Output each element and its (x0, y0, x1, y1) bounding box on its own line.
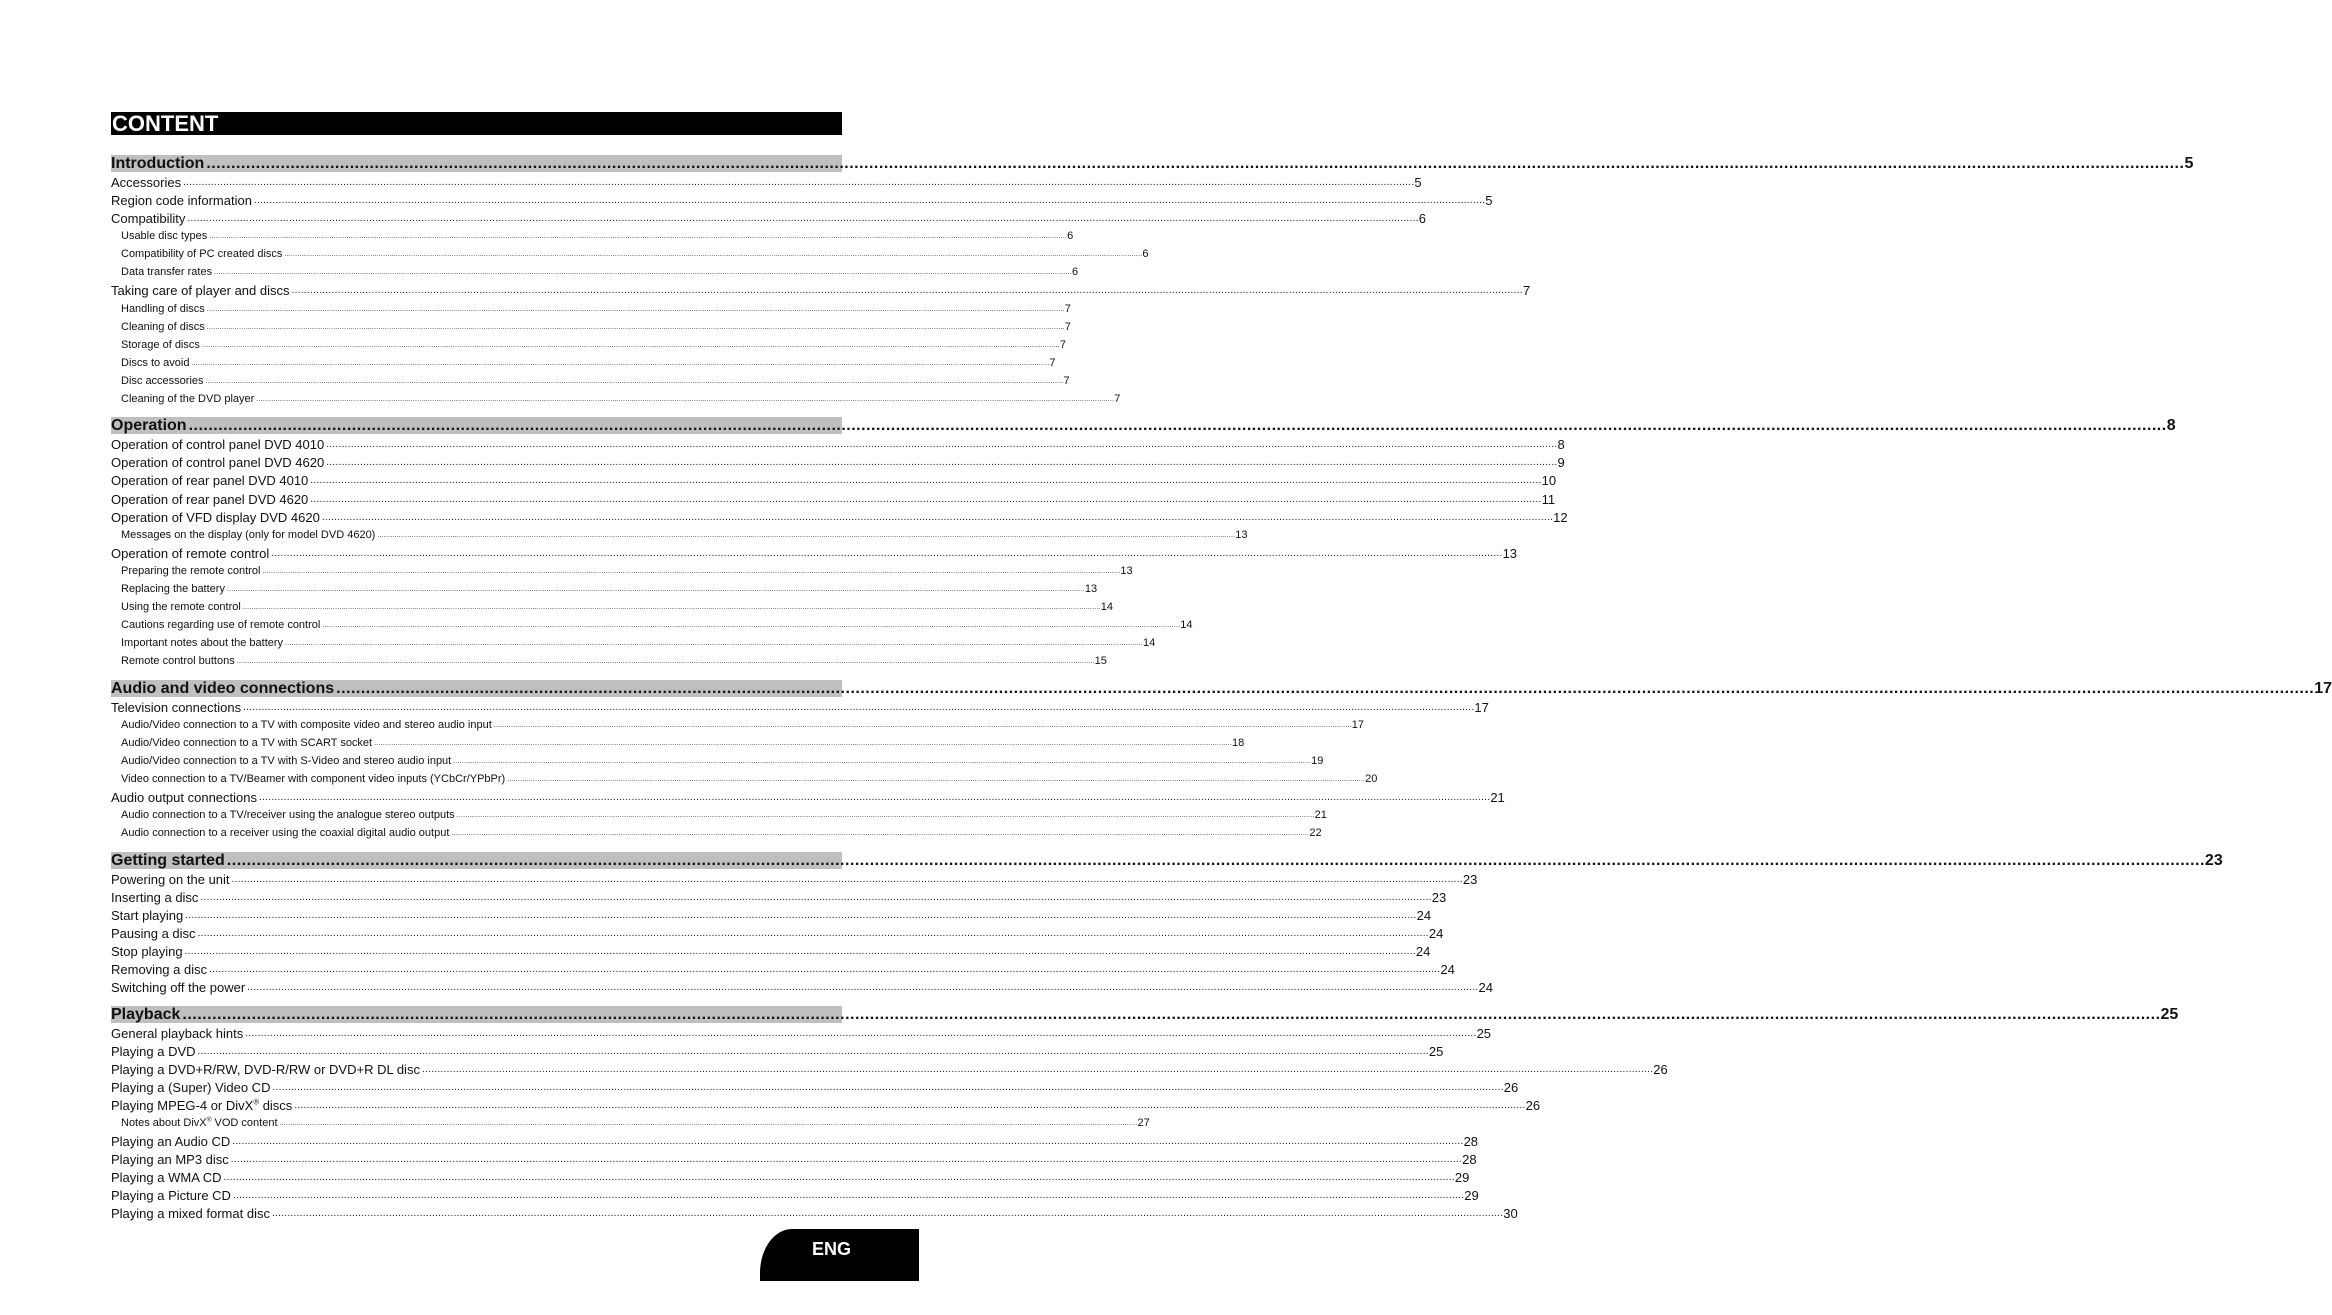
toc-entry (121, 772, 1378, 787)
toc-entry-title: Start playing (111, 908, 184, 923)
toc-entry (121, 338, 1066, 353)
toc-entry (111, 491, 1556, 508)
dot-leader: ................................................................................................................................................................................................................................................................................................................................................................................................................ (183, 177, 1415, 188)
toc-entry (111, 1133, 1479, 1150)
toc-entry (111, 1025, 1492, 1042)
dot-leader: ................................................................................................................................................................................................................................................................................................................................................................................................................ (242, 604, 1101, 611)
toc-entry (121, 302, 1071, 317)
toc-entry (111, 979, 1493, 996)
dot-leader: ................................................................................................................................................................................................................................................................................................................................................................................................................ (272, 1082, 1504, 1093)
toc-entry-title: Television connections (111, 700, 242, 715)
toc-entry-title: Audio/Video connection to a TV with S-Video and stereo audio input (121, 755, 452, 767)
dot-leader: ................................................................................................................................................................................................................................................................................................................................................................................................................ (205, 378, 1064, 385)
toc-entry-title: Operation of remote control (111, 546, 270, 561)
toc-entry-title: Audio connection to a receiver using the coaxial digital audio output (121, 827, 450, 839)
toc-entry (121, 600, 1114, 615)
toc-entry (111, 871, 1478, 888)
toc-entry-title: Stop playing (111, 944, 183, 959)
toc-entry (121, 754, 1324, 769)
toc-entry (121, 736, 1245, 751)
dot-leader: ................................................................................................................................................................................................................................................................................................................................................................................................................ (245, 1028, 1477, 1039)
toc-page-number: 13 (1502, 546, 1518, 561)
toc-entry (111, 943, 1431, 960)
toc-entry-title: Audio/Video connection to a TV with composite video and stereo audio input (121, 719, 492, 731)
dot-leader: ................................................................................................................................................................................................................................................................................................................................................................................................................ (451, 830, 1310, 837)
toc-entry-title: Playing a DVD (111, 1044, 196, 1059)
toc-entry (121, 1116, 1150, 1131)
toc-entry-title: Audio output connections (111, 790, 257, 805)
toc-entry (121, 826, 1322, 841)
dot-leader: ................................................................................................................................................................................................................................................................................................................................................................................................................ (187, 213, 1419, 224)
toc-page-number: 14 (1142, 637, 1156, 649)
toc-page-number: 8 (2166, 417, 2176, 434)
toc-entry-title: Switching off the power (111, 980, 246, 995)
toc-page-number: 17 (1474, 700, 1489, 715)
toc-page-number: 17 (1351, 719, 1364, 731)
toc-page-number: 7 (1064, 321, 1071, 333)
toc-entry-title: Playing an Audio CD (111, 1134, 231, 1149)
toc-page-number: 25 (1428, 1044, 1444, 1059)
toc-page-number: 23 (2204, 852, 2223, 869)
toc-entry-title: Playing a mixed format disc (111, 1206, 270, 1221)
toc-entry (111, 907, 1432, 924)
dot-leader: ................................................................................................................................................................................................................................................................................................................................................................................................................ (310, 494, 1542, 505)
toc-entry-title: Important notes about the battery (121, 637, 284, 649)
dot-leader: ................................................................................................................................................................................................................................................................................................................................................................................................................ (374, 740, 1233, 747)
toc-page-number: 7 (1064, 303, 1071, 315)
dot-leader: ................................................................................................................................................................................................................................................................................................................................................................................................................ (209, 233, 1068, 240)
toc-entry-title: Disc accessories (121, 375, 204, 387)
toc-page-number: 18 (1232, 737, 1245, 749)
language-tab-label: ENG (812, 1239, 852, 1259)
toc-entry (121, 528, 1248, 543)
toc-entry-title: Notes about DivX® VOD content (121, 1116, 278, 1129)
toc-entry-title: Handling of discs (121, 303, 205, 315)
dot-leader: ................................................................................................................................................................................................................................................................................................................................................................................................................ (230, 1154, 1463, 1165)
toc-entry-title: Playback (111, 1006, 181, 1023)
toc-page-number: 28 (1463, 1134, 1479, 1149)
toc-entry (121, 636, 1156, 651)
toc-section-heading (111, 680, 2332, 697)
toc-entry (111, 472, 1557, 489)
toc-page-number: 9 (1557, 455, 1565, 470)
dot-leader: ................................................................................................................................................................................................................................................................................................................................................................................................................ (321, 512, 1554, 523)
toc-entry-title: Playing an MP3 disc (111, 1152, 229, 1167)
toc-entry-title: Remote control buttons (121, 655, 235, 667)
dot-leader: ................................................................................................................................................................................................................................................................................................................................................................................................................ (182, 1006, 2161, 1023)
toc-page-number: 6 (1067, 230, 1074, 242)
toc-entry-title: Messages on the display (only for model DVD 4620) (121, 529, 376, 541)
toc-section-heading (111, 155, 2194, 172)
dot-leader: ................................................................................................................................................................................................................................................................................................................................................................................................................ (231, 874, 1463, 885)
toc-entry-title: General playback hints (111, 1026, 244, 1041)
dot-leader: ................................................................................................................................................................................................................................................................................................................................................................................................................ (197, 928, 1429, 939)
dot-leader: ................................................................................................................................................................................................................................................................................................................................................................................................................ (322, 622, 1181, 629)
dot-leader: ................................................................................................................................................................................................................................................................................................................................................................................................................ (223, 1172, 1455, 1183)
toc-entry (111, 789, 1505, 806)
toc-page-number: 17 (2314, 680, 2332, 697)
toc-page-number: 26 (1503, 1080, 1519, 1095)
toc-page-number: 13 (1235, 529, 1248, 541)
dot-leader: ................................................................................................................................................................................................................................................................................................................................................................................................................ (253, 195, 1486, 206)
toc-page-number: 6 (1142, 248, 1149, 260)
toc-entry-title: Playing MPEG-4 or DivX® discs (111, 1097, 293, 1113)
dot-leader: ................................................................................................................................................................................................................................................................................................................................................................................................................ (507, 776, 1366, 783)
toc-page-number: 27 (1137, 1117, 1150, 1129)
toc-page-number: 13 (1120, 565, 1133, 577)
toc-entry (111, 1187, 1479, 1204)
dot-leader: ................................................................................................................................................................................................................................................................................................................................................................................................................ (232, 1190, 1465, 1201)
toc-entry (111, 436, 1565, 453)
dot-leader: ................................................................................................................................................................................................................................................................................................................................................................................................................ (377, 532, 1236, 539)
toc-entry (111, 961, 1455, 978)
toc-entry-title: Cleaning of the DVD player (121, 393, 255, 405)
dot-leader: ................................................................................................................................................................................................................................................................................................................................................................................................................ (336, 680, 2315, 697)
toc-page-number: 26 (1525, 1098, 1541, 1113)
toc-entry (111, 699, 1489, 716)
dot-leader: ................................................................................................................................................................................................................................................................................................................................................................................................................ (200, 892, 1432, 903)
dot-leader: ................................................................................................................................................................................................................................................................................................................................................................................................................ (326, 439, 1558, 450)
toc-page-number: 25 (2160, 1006, 2179, 1023)
toc-entry-title: Inserting a disc (111, 890, 199, 905)
toc-entry (111, 454, 1565, 471)
dot-leader: ................................................................................................................................................................................................................................................................................................................................................................................................................ (243, 702, 1475, 713)
toc-page-number: 14 (1100, 601, 1114, 613)
toc-entry (111, 1061, 1668, 1078)
dot-leader: ................................................................................................................................................................................................................................................................................................................................................................................................................ (294, 1100, 1526, 1111)
toc-page-number: 30 (1503, 1206, 1518, 1221)
toc-entry-title: Operation of rear panel DVD 4620 (111, 492, 309, 507)
toc-entry-title: Storage of discs (121, 339, 200, 351)
toc-entry (121, 374, 1070, 389)
dot-leader: ................................................................................................................................................................................................................................................................................................................................................................................................................ (191, 360, 1050, 367)
toc-entry-title: Region code information (111, 193, 252, 208)
toc-entry-title: Operation (111, 417, 187, 434)
toc-entry-title: Getting started (111, 852, 225, 869)
toc-section-heading (111, 1006, 2179, 1023)
toc-entry (121, 618, 1193, 633)
toc-entry-title: Replacing the battery (121, 583, 225, 595)
toc-entry (111, 889, 1447, 906)
toc-page-number: 24 (1428, 926, 1444, 941)
toc-page-number: 7 (1049, 357, 1056, 369)
toc-page-number: 14 (1180, 619, 1193, 631)
toc-page-number: 24 (1416, 908, 1432, 923)
toc-section-heading (111, 417, 2176, 434)
toc-section-heading (111, 852, 2223, 869)
toc-page-number: 24 (1415, 944, 1431, 959)
toc-entry (121, 654, 1107, 669)
toc-entry-title: Cleaning of discs (121, 321, 205, 333)
toc-entry (111, 192, 1493, 209)
page-title: CONTENT (111, 112, 842, 135)
toc-page-number: 29 (1454, 1170, 1470, 1185)
toc-page-number: 21 (1314, 809, 1327, 821)
toc-entry-title: Accessories (111, 175, 182, 190)
toc-entry (121, 564, 1133, 579)
language-tab (760, 1229, 919, 1281)
toc-entry-title: Removing a disc (111, 962, 208, 977)
dot-leader: ................................................................................................................................................................................................................................................................................................................................................................................................................ (310, 475, 1542, 486)
toc-page-number: 23 (1462, 872, 1478, 887)
toc-entry (111, 1043, 1444, 1060)
toc-entry-title: Playing a WMA CD (111, 1170, 222, 1185)
toc-page-number: 26 (1653, 1062, 1668, 1077)
toc-page-number: 11 (1541, 492, 1556, 507)
toc-entry-title: Audio and video connections (111, 680, 335, 697)
dot-leader: ................................................................................................................................................................................................................................................................................................................................................................................................................ (247, 982, 1479, 993)
toc-page-number: 23 (1431, 890, 1447, 905)
toc-entry-title: Audio/Video connection to a TV with SCART socket (121, 737, 373, 749)
toc-entry (111, 1079, 1519, 1096)
toc-page-number: 21 (1490, 790, 1505, 805)
toc-entry (111, 509, 1568, 526)
toc-page-number: 7 (1114, 393, 1121, 405)
dot-leader: ................................................................................................................................................................................................................................................................................................................................................................................................................ (256, 396, 1115, 403)
toc-entry-title: Data transfer rates (121, 266, 213, 278)
dot-leader: ................................................................................................................................................................................................................................................................................................................................................................................................................ (236, 658, 1095, 665)
toc-entry-title: Preparing the remote control (121, 565, 261, 577)
toc-entry (121, 582, 1098, 597)
toc-entry-title: Playing a (Super) Video CD (111, 1080, 271, 1095)
toc-entry-title: Operation of VFD display DVD 4620 (111, 510, 320, 525)
toc-entry-title: Discs to avoid (121, 357, 190, 369)
toc-page-number: 22 (1309, 827, 1322, 839)
toc-entry (121, 808, 1327, 823)
toc-entry-title: Introduction (111, 155, 205, 172)
toc-entry-title: Usable disc types (121, 230, 208, 242)
dot-leader: ................................................................................................................................................................................................................................................................................................................................................................................................................ (262, 568, 1121, 575)
toc-page-number: 6 (1072, 266, 1079, 278)
toc-page-number: 7 (1522, 283, 1531, 298)
toc-entry-title: Audio connection to a TV/receiver using the analogue stereo outputs (121, 809, 455, 821)
dot-leader: ................................................................................................................................................................................................................................................................................................................................................................................................................ (456, 812, 1315, 819)
toc-entry-title: Operation of rear panel DVD 4010 (111, 473, 309, 488)
toc-entry-title: Playing a DVD+R/RW, DVD-R/RW or DVD+R DL disc (111, 1062, 420, 1077)
toc-page-number: 12 (1553, 510, 1568, 525)
dot-leader: ................................................................................................................................................................................................................................................................................................................................................................................................................ (226, 586, 1085, 593)
dot-leader: ................................................................................................................................................................................................................................................................................................................................................................................................................ (188, 417, 2167, 434)
toc-entry-title: Compatibility (111, 211, 186, 226)
toc-entry (111, 545, 1518, 562)
toc-entry (121, 265, 1079, 280)
toc-page-number: 24 (1440, 962, 1455, 977)
dot-leader: ................................................................................................................................................................................................................................................................................................................................................................................................................ (197, 1046, 1429, 1057)
toc-page-number: 5 (1485, 193, 1493, 208)
toc-page-number: 13 (1084, 583, 1098, 595)
toc-entry-title: Operation of control panel DVD 4620 (111, 455, 325, 470)
toc-entry (111, 925, 1444, 942)
toc-page-number: 5 (2184, 155, 2194, 172)
toc-entry (121, 718, 1364, 733)
toc-entry (111, 1169, 1470, 1186)
dot-leader: ................................................................................................................................................................................................................................................................................................................................................................................................................ (206, 324, 1065, 331)
toc-page-number: 29 (1464, 1188, 1479, 1203)
toc-entry (111, 1151, 1477, 1168)
toc-entry-title: Playing a Picture CD (111, 1188, 231, 1203)
dot-leader: ................................................................................................................................................................................................................................................................................................................................................................................................................ (291, 285, 1523, 296)
dot-leader: ................................................................................................................................................................................................................................................................................................................................................................................................................ (271, 1208, 1504, 1219)
toc-entry-title: Taking care of player and discs (111, 283, 290, 298)
dot-leader: ................................................................................................................................................................................................................................................................................................................................................................................................................ (421, 1064, 1654, 1075)
toc-entry (111, 210, 1426, 227)
toc-page-number: 6 (1418, 211, 1426, 226)
toc-page-number: 19 (1311, 755, 1324, 767)
toc-page-number: 28 (1462, 1152, 1477, 1167)
toc-entry-title: Pausing a disc (111, 926, 196, 941)
toc-page-number: 10 (1541, 473, 1557, 488)
toc-entry (121, 247, 1149, 262)
toc-entry-title: Video connection to a TV/Beamer with component video inputs (YCbCr/YPbPr) (121, 773, 506, 785)
toc-entry (121, 356, 1056, 371)
toc-entry-title: Cautions regarding use of remote control (121, 619, 321, 631)
dot-leader: ................................................................................................................................................................................................................................................................................................................................................................................................................ (214, 269, 1073, 276)
dot-leader: ................................................................................................................................................................................................................................................................................................................................................................................................................ (284, 251, 1143, 258)
dot-leader: ................................................................................................................................................................................................................................................................................................................................................................................................................ (326, 457, 1558, 468)
toc-page-number: 7 (1063, 375, 1070, 387)
toc-entry-title: Powering on the unit (111, 872, 230, 887)
dot-leader: ................................................................................................................................................................................................................................................................................................................................................................................................................ (279, 1120, 1138, 1127)
dot-leader: ................................................................................................................................................................................................................................................................................................................................................................................................................ (185, 910, 1417, 921)
toc-page-number: 20 (1365, 773, 1378, 785)
dot-leader: ................................................................................................................................................................................................................................................................................................................................................................................................................ (206, 155, 2185, 172)
dot-leader: ................................................................................................................................................................................................................................................................................................................................................................................................................ (259, 792, 1491, 803)
toc-page-number: 25 (1476, 1026, 1492, 1041)
toc-entry (121, 320, 1071, 335)
dot-leader: ................................................................................................................................................................................................................................................................................................................................................................................................................ (226, 852, 2205, 869)
dot-leader: ................................................................................................................................................................................................................................................................................................................................................................................................................ (271, 548, 1503, 559)
dot-leader: ................................................................................................................................................................................................................................................................................................................................................................................................................ (453, 758, 1312, 765)
toc-entry (111, 174, 1422, 191)
dot-leader: ................................................................................................................................................................................................................................................................................................................................................................................................................ (184, 946, 1416, 957)
dot-leader: ................................................................................................................................................................................................................................................................................................................................................................................................................ (285, 640, 1143, 647)
toc-entry-title: Operation of control panel DVD 4010 (111, 437, 325, 452)
toc-entry (111, 282, 1531, 299)
toc-page-number: 8 (1557, 437, 1565, 452)
dot-leader: ................................................................................................................................................................................................................................................................................................................................................................................................................ (206, 306, 1065, 313)
toc-entry (111, 1097, 1541, 1114)
toc-entry (121, 392, 1121, 407)
toc-page-number: 7 (1059, 339, 1066, 351)
toc-entry (121, 229, 1074, 244)
toc-page-number: 15 (1094, 655, 1107, 667)
dot-leader: ................................................................................................................................................................................................................................................................................................................................................................................................................ (232, 1136, 1464, 1147)
dot-leader: ................................................................................................................................................................................................................................................................................................................................................................................................................ (209, 964, 1441, 975)
toc-entry-title: Using the remote control (121, 601, 241, 613)
dot-leader: ................................................................................................................................................................................................................................................................................................................................................................................................................ (201, 342, 1060, 349)
dot-leader: ................................................................................................................................................................................................................................................................................................................................................................................................................ (493, 722, 1352, 729)
toc-page-number: 5 (1414, 175, 1422, 190)
toc-entry-title: Compatibility of PC created discs (121, 248, 283, 260)
toc-page-number: 24 (1478, 980, 1493, 995)
toc-entry (111, 1205, 1518, 1222)
